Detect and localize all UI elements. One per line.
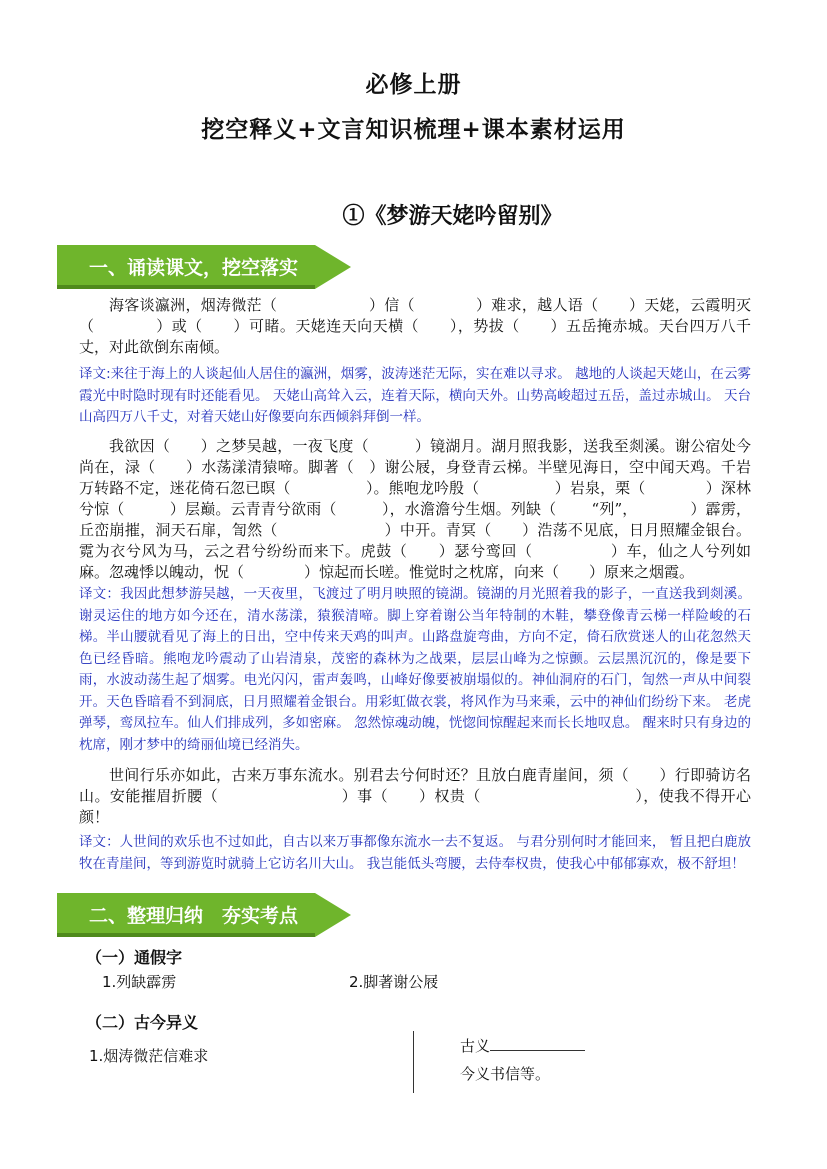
translation-paragraph-2: 译文：我因此想梦游吴越，一天夜里，飞渡过了明月映照的镜湖。镜湖的月光照着我的影子，一直送我到剡溪。谢灵运住的地方如今还在，清水荡漾，猿猴清啼。脚上穿着谢公当年特制的木鞋，攀登像青云梯一样险峻的石梯。半山腰就看见了海上的日出，空中传来天鸡的叫声。山路盘旋弯曲，方向不定，倚石欣赏迷人的山花忽然天色已经昏暗。熊咆龙吟震动了山岩清泉，茂密的森林为之战栗，层层山峰为之惊颤。云层黑沉沉的，像是要下雨，水波动荡生起了烟雾。电光闪闪，雷声轰鸣，山峰好像要被崩塌似的。神仙洞府的石门，訇然一声从中间裂开。天色昏暗看不到洞底，日月照耀着金银台。用彩虹做衣裳，将风作为马来乘，云中的神仙们纷纷下来。 老虎弹琴，鸾凤拉车。仙人们排成列，多如密麻。 忽然惊魂动魄，恍惚间惊醒起来而长长地叹息。 醒来时只有身边的枕席，刚才梦中的绮丽仙境已经消失。 (79, 586, 751, 753)
document-subtitle: 挖空释义+文言知识梳理+课本素材运用 (201, 116, 626, 143)
passage-paragraph-2: 我欲因（ ）之梦吴越，一夜飞度（ ）镜湖月。湖月照我影，送我至剡溪。谢公宿处今尚在，渌（ ）水荡漾清猿啼。脚著（ ）谢公屐，身登青云梯。半壁见海日，空中闻天鸡。千岩万转路不定，迷花倚石忽已暝（ ）。熊咆龙吟殷（ ）岩泉，栗（ ）深林兮惊（ ）层巅。云青青兮欲雨（ ），水澹澹兮生烟。列缺（ “列”， ）霹雳，丘峦崩摧，洞天石扉，訇然（ ）中开。青冥（ ）浩荡不见底，日月照耀金银台。霓为衣兮风为马，云之君兮纷纷而来下。虎鼓（ ）瑟兮鸾回（ ）车，仙之人兮列如麻。忽魂悸以魄动，怳（ ）惊起而长嗟。惟觉时之枕席，向来（ ）原来之烟霞。 (79, 437, 751, 581)
translation-paragraph-1: 译文:来往于海上的人谈起仙人居住的瀛洲，烟雾，波涛迷茫无际，实在难以寻求。 越地的人谈起天姥山，在云雾霞光中时隐时现有时还能看见。 天姥山高耸入云，连着天际，横向天外。山势高峻超过五岳，盖过赤城山。 天台山高四万八千丈，对着天姥山好像要向东西倾斜拜倒一样。 (79, 366, 751, 425)
section-1-heading: 一、诵读课文，挖空落实 (89, 257, 299, 279)
subheading-tongjiazi: （一）通假字 (86, 948, 183, 967)
modern-meaning-text: 今义书信等。 (460, 1065, 551, 1083)
passage-paragraph-3: 世间行乐亦如此，古来万事东流水。别君去兮何时还？且放白鹿青崖间，须（ ）行即骑访名山。安能摧眉折腰（ ）事（ ）权贵（ ），使我不得开心颜！ (79, 766, 751, 826)
section-2-banner (57, 893, 357, 937)
tongjiazi-item-2: 2.脚著谢公屐 (349, 973, 439, 991)
translation-paragraph-3: 译文：人世间的欢乐也不过如此，自古以来万事都像东流水一去不复返。 与君分别何时才能回来， 暂且把白鹿放牧在青崖间，等到游览时就骑上它访名川大山。 我岂能低头弯腰，去侍奉权贵，使我心中郁郁寡欢，极不舒坦！ (79, 834, 751, 872)
section-1-banner (57, 245, 357, 289)
gujinyiyi-item-1: 1.烟涛微茫信难求 (89, 1047, 209, 1065)
ancient-meaning-row (460, 1035, 585, 1056)
tongjiazi-item-1: 1.列缺霹雳 (102, 973, 177, 991)
passage-paragraph-1: 海客谈瀛洲，烟涛微茫（ ）信（ ）难求，越人语（ ）天姥，云霞明灭（ ）或（ ）可睹。天姥连天向天横（ ），势拔（ ）五岳掩赤城。天台四万八千丈，对此欲倒东南倾。 (79, 296, 751, 356)
subheading-gujinyiyi: （二）古今异义 (86, 1013, 199, 1032)
column-divider (413, 1031, 414, 1093)
section-2-heading: 二、整理归纳 夯实考点 (89, 905, 299, 927)
volume-title: 必修上册 (365, 71, 462, 98)
lesson-title: ①《梦游天姥吟留别》 (342, 203, 563, 229)
ancient-meaning-label: 古义 (460, 1037, 491, 1055)
answer-blank-line[interactable] (490, 1036, 585, 1051)
